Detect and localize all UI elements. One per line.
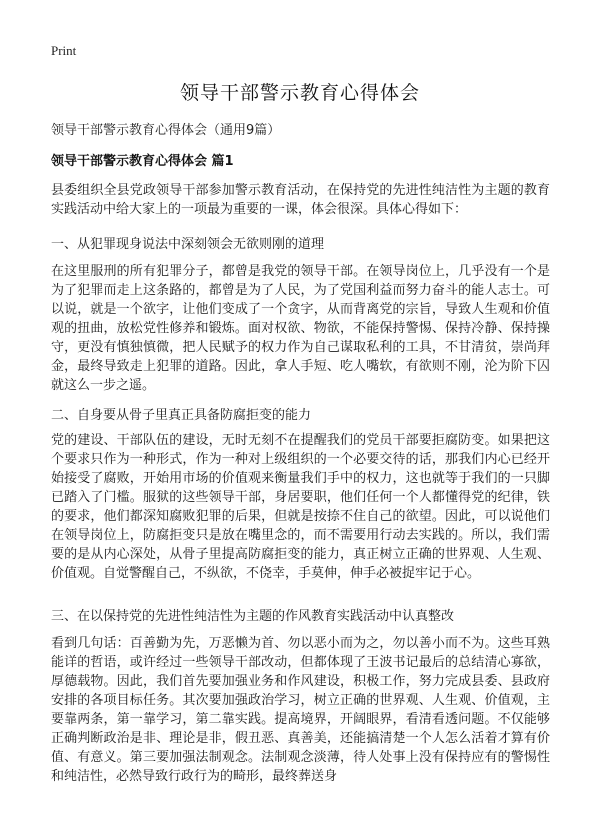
heading-one: 一、从犯罪现身说法中深刻领会无欲则刚的道理 (51, 237, 325, 252)
paragraph-two: 党的建设、干部队伍的建设，无时无刻不在提醒我们的党员干部要拒腐防变。如果把这个要求只作为一种形式，作为一种对上级组织的一个必要交待的话，那我们内心已经开始接受了腐败，开始用市场的价值观来衡量我们手中的权力，这也就等于我们的一只脚已踏入了门槛。服狱的这些领导干部，身居要职，他们任何一个人都懂得党的纪律，铁的要求，他们都深知腐败犯罪的后果，但就是按捺不住自己的欲望。因此，可以说他们在领导岗位上，防腐拒变只是放在嘴里念的，而不需要用行动去实践的。所以，我们需要的是从内心深处，从骨子里提高防腐拒变的能力，真正树立正确的世界观、人生观、价值观。自觉警醒自己，不纵欲，不侥幸，手莫伸，伸手必被捉牢记于心。 (51, 433, 550, 581)
heading-two: 二、自身要从骨子里真正具备防腐拒变的能力 (51, 408, 312, 423)
document-subtitle: 领导干部警示教育心得体会（通用9篇） (51, 123, 281, 138)
section-title: 领导干部警示教育心得体会 篇1 (51, 154, 234, 169)
paragraph-one: 在这里服刑的所有犯罪分子，都曾是我党的领导干部。在领导岗位上，几乎没有一个是为了犯罪而走上这条路的，都曾是为了人民，为了党国利益而努力奋斗的能人志士。可以说，就是一个欲字，让他们变成了一个贪字，从而背离党的宗旨，导致人生观和价值观的扭曲，放松党性修养和锻炼。面对权欲、物欲，不能保持警惕、保持冷静、保持操守，更没有慎独慎微，把人民赋予的权力作为自己谋取私利的工具，不甘清贫，崇尚拜金，最终导致走上犯罪的道路。因此，拿人手短、吃人嘴软，有欲则不刚，沦为阶下囚就这么一步之遥。 (51, 264, 550, 393)
paragraph-three: 看到几句话：百善勤为先，万恶懒为首、勿以恶小而为之，勿以善小而不为。这些耳熟能详的哲语，或许经过一些领导干部改动，但都体现了王波书记最后的总结清心寡欲，厚德载物。因此，我们首先要加强业务和作风建设，积极工作，努力完成县委、县政府安排的各项目标任务。其次要加强政治学习，树立正确的世界观、人生观、价值观，主要靠两条，第一靠学习，第二靠实践。提高境界，开阔眼界，看清看透问题。不仅能够正确判断政治是非、理论是非，假丑恶、真善美，还能搞清楚一个人怎么活着才算有价值、有意义。第三要加强法制观念。法制观念淡薄，待人处事上没有保持应有的警惕性和纯洁性，必然导致行政行为的畸形，最终葬送身 (51, 636, 550, 784)
paragraph-intro: 县委组织全县党政领导干部参加警示教育活动，在保持党的先进性纯洁性为主题的教育实践活动中给大家上的一项最为重要的一课，体会很深。具体心得如下： (51, 183, 550, 217)
heading-three: 三、在以保持党的先进性纯洁性为主题的作风教育实践活动中认真整改 (51, 609, 455, 624)
print-link[interactable]: Print (51, 43, 77, 58)
page-title: 领导干部警示教育心得体会 (179, 82, 420, 104)
